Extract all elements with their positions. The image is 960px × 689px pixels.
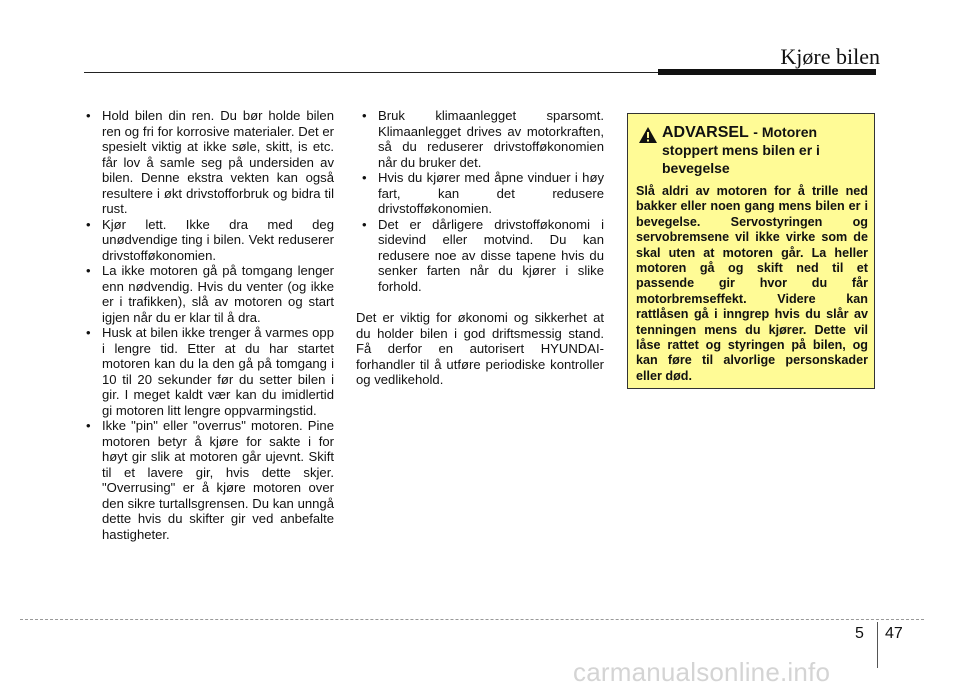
watermark: carmanualsonline.info [573, 657, 831, 687]
bullet-item: • Hold bilen din ren. Du bør holde bilen ren og fri for korrosive materialer. Det er spesielt viktig at ikke søle, skitt, is etc. får lov å samle seg på undersiden av bilen. Denne ekstra vekten kan også resultere i økt drivstofforbruk og bidra til rust. [80, 108, 334, 217]
page-number-divider [877, 622, 878, 668]
warning-subtitle: - Motoren stoppert mens bilen er i bevegelse [662, 124, 820, 176]
warning-triangle-icon [638, 126, 658, 144]
maintenance-paragraph: Det er viktig for økonomi og sikkerhet at du holder bilen i god driftsmessig stand. Få derfor en autorisert HYUNDAI-forhandler til å utføre periodiske kontroller og vedlikehold. [356, 310, 604, 387]
chapter-number: 5 [855, 625, 864, 642]
left-bullet-list [80, 108, 334, 542]
bullet-item: • Det er dårligere drivstofføkonomi i sidevind eller motvind. Du kan redusere noe av disse tapene hvis du senker farten når du kjører i slike forhold. [356, 217, 604, 295]
page-number: 47 [885, 625, 903, 642]
middle-bullet-list [356, 108, 604, 294]
bullet-item: • Hvis du kjører med åpne vinduer i høy fart, kan det redusere drivstofføkonomien. [356, 170, 604, 217]
footer-rule [20, 619, 924, 620]
bullet-item: • Husk at bilen ikke trenger å varmes opp i lengre tid. Etter at du har startet motoren kan du la den gå på tomgang i 10 til 20 sekunder før du setter bilen i gir. I meget kaldt vær kan du imidlertid gi motoren litt lengre oppvarmingstid. [80, 325, 334, 418]
header-rule-thick [658, 69, 876, 75]
warning-box [627, 113, 875, 389]
warning-header [636, 124, 868, 178]
middle-column [356, 108, 604, 388]
bullet-item: • Bruk klimaanlegget sparsomt. Klimaanlegget drives av motorkraften, så du reduserer drivstofføkonomien når du bruker det. [356, 108, 604, 170]
warning-body: Slå aldri av motoren for å trille ned bakker eller noen gang mens bilen er i bevegelse. Servostyringen og servobremsene vil ikke virke som de skal uten at motoren går. La heller motoren gå og skift ned til et passende gir hvor du får motorbremseffekt. Videre kan rattlåsen gå i inngrep hvis du slår av tenningen mens du kjører. Dette vil låse rattet og styringen på bilen, og kan føre til alvorlige personskader eller død. [636, 184, 868, 383]
section-title: Kjøre bilen [780, 44, 880, 69]
bullet-item: • Kjør lett. Ikke dra med deg unødvendige ting i bilen. Vekt reduserer drivstofføkonomien. [80, 217, 334, 264]
bullet-item: • Ikke "pin" eller "overrus" motoren. Pine motoren betyr å kjøre for sakte i for høyt gir slik at motoren går ujevnt. Skift til et lavere gir, hvis dette skjer. "Overrusing" er å kjøre motoren over den sikre turtallsgrensen. Du kan unngå dette hvis du skifter gir ved anbefalte hastigheter. [80, 418, 334, 542]
bullet-item: • La ikke motoren gå på tomgang lenger enn nødvendig. Hvis du venter (og ikke er i trafikken), slå av motoren og start igjen når du er klar til å dra. [80, 263, 334, 325]
left-column [80, 108, 334, 542]
warning-label: ADVARSEL [662, 124, 749, 141]
header-rule [84, 72, 664, 73]
